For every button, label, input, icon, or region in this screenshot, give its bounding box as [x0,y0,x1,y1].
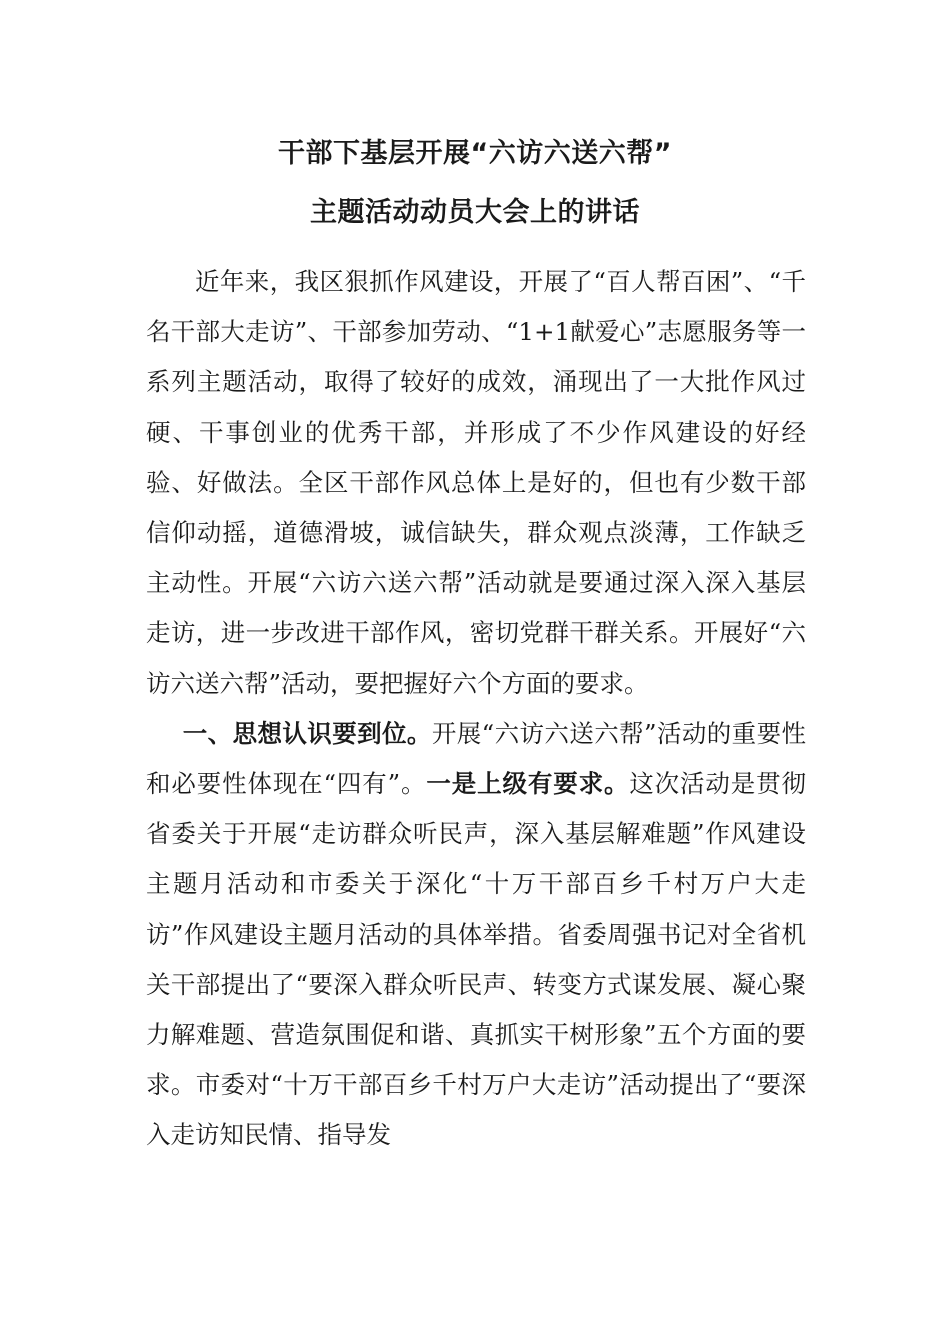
document-body [146,257,806,1161]
section-1-text-1: 开展“六访六送六帮”活动的重要性和必要性体现在“四有”。 [146,718,806,799]
section-1-text-2: 这次活动是贯彻省委关于开展“走访群众听民声，深入基层解难题”作风建设主题月活动和市委关于深化“十万干部百乡千村万户大走访”作风建设主题月活动的具体举措。省委周强书记对全省机关干部提出了“要深入群众听民声、转变方式谋发展、凝心聚力解难题、营造氛围促和谐、真抓实干树形象”五个方面的要求。市委对“十万干部百乡千村万户大走访”活动提出了“要深入走访知民情、指导发 [146,769,806,1150]
section-1-heading: 一、思想认识要到位。 [182,718,432,748]
section-1-paragraph [146,709,806,1161]
document-title-line-2: 主题活动动员大会上的讲话 [310,197,640,228]
section-1-point-1: 一是上级有要求。 [426,769,630,799]
document-title-line-1: 干部下基层开展“六访六送六帮” [278,138,672,169]
intro-paragraph: 近年来，我区狠抓作风建设，开展了“百人帮百困”、“千名干部大走访”、干部参加劳动、“1+1献爱心”志愿服务等一系列主题活动，取得了较好的成效，涌现出了一大批作风过硬、干事创业的优秀干部，并形成了不少作风建设的好经验、好做法。全区干部作风总体上是好的，但也有少数干部信仰动摇，道德滑坡，诚信缺失，群众观点淡薄，工作缺乏主动性。开展“六访六送六帮”活动就是要通过深入深入基层走访，进一步改进干部作风，密切党群干群关系。开展好“六访六送六帮”活动，要把握好六个方面的要求。 [146,267,806,698]
